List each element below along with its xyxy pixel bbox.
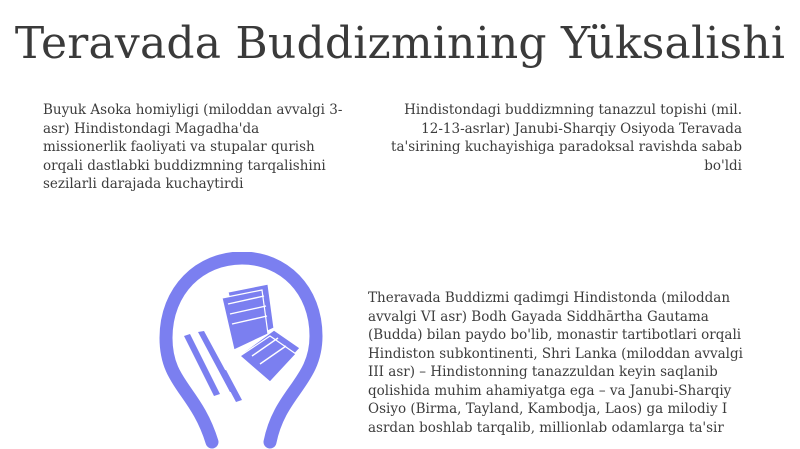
left-text-block: Buyuk Asoka homiyligi (miloddan avvalgi 3-asr) Hindistondagi Magadha'da missionerlik faoliyati va stupalar qurish orqali dastlabki buddizmning tarqalishini sezilarli darajada kuchaytirdi xyxy=(43,102,343,192)
right-text-block: Hindistondagi buddizmning tanazzul topishi (mil. 12-13-asrlar) Janubi-Sharqiy Osiyoda Teravada ta'sirining kuchayishiga paradoksal ravishda sabab bo'ldi xyxy=(391,102,742,174)
page-title: Teravada Buddizmining Yüksalishi xyxy=(14,18,786,69)
lightbulb-book-icon xyxy=(150,252,325,449)
bottom-text-block: Theravada Buddizmi qadimgi Hindistonda (miloddan avvalgi VI asr) Bodh Gayada Siddhārtha Gautama (Budda) bilan paydo bo'lib, monastir tartibotlari orqali Hindiston subkontinenti, Shri Lanka (miloddan avvalgi III asr) – Hindistonning tanazzuldan keyin saqlanib qolishida muhim ahamiyatga ega – va Janubi-Sharqiy Osiyo (Birma, Tayland, Kambodja, Laos) ga milodiy I asrdan boshlab tarqalib, millionlab odamlarga ta'sir xyxy=(368,290,743,436)
